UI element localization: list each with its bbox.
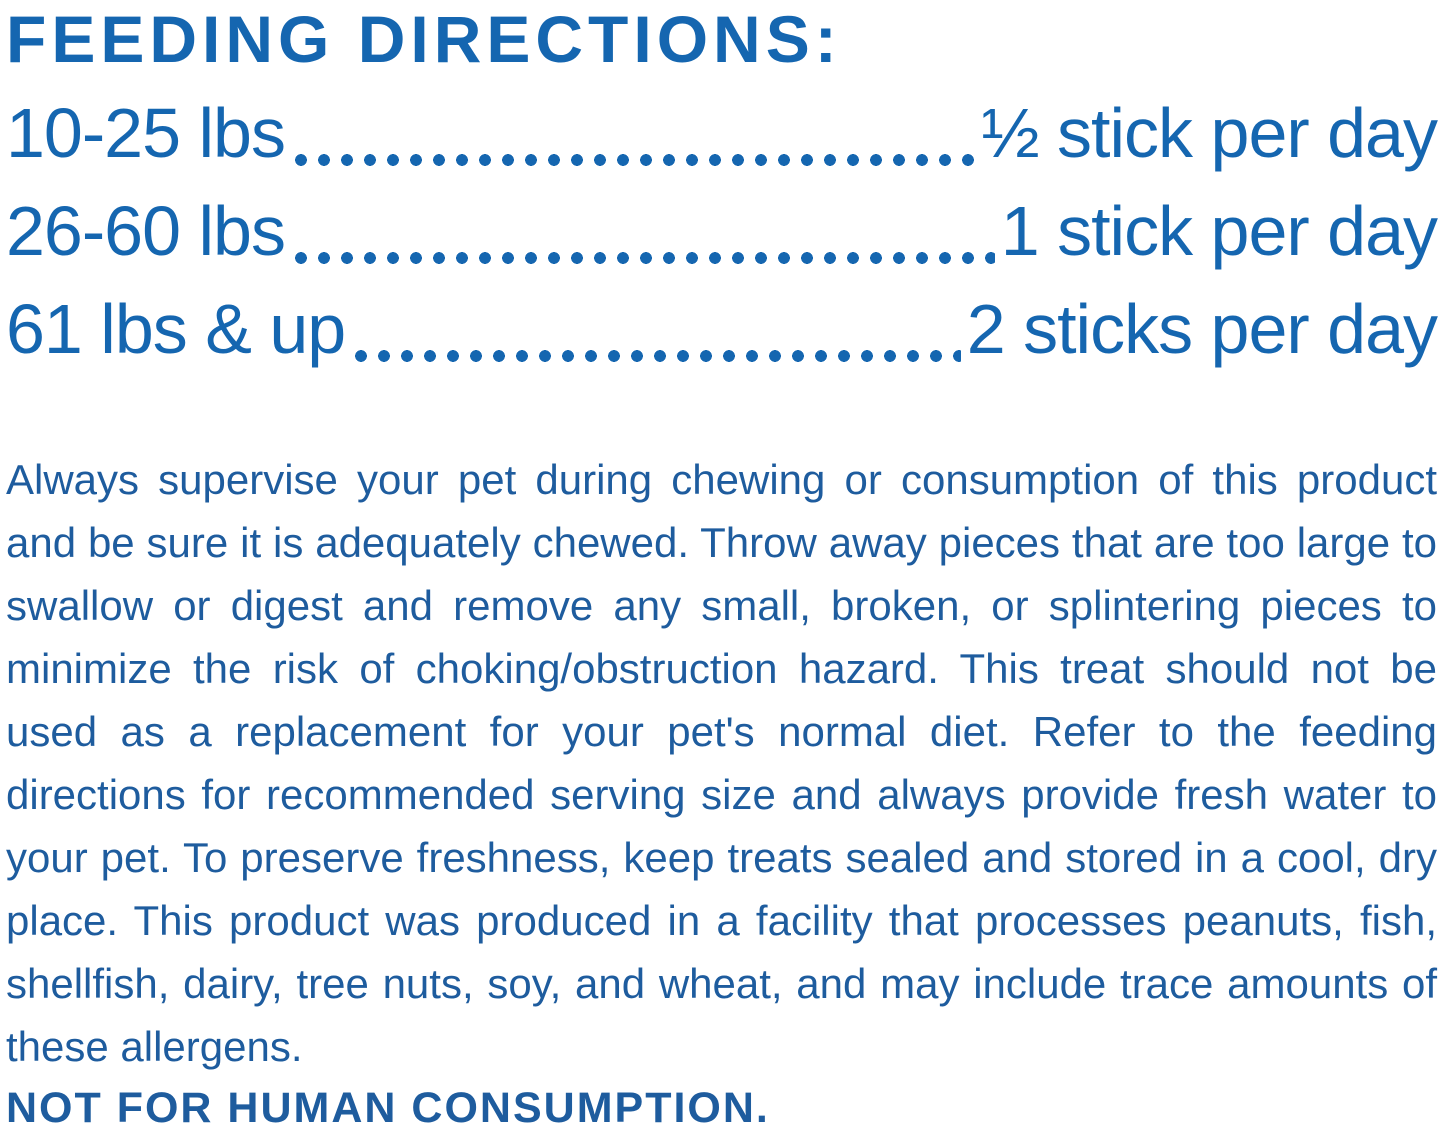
feeding-table <box>6 84 1437 378</box>
page-title: FEEDING DIRECTIONS: <box>6 2 842 76</box>
feeding-row-large-dog <box>6 280 1437 378</box>
weight-range: 10-25 lbs <box>6 94 285 172</box>
serving-amount: 1 stick per day <box>1000 192 1437 270</box>
feeding-row-medium-dog <box>6 182 1437 280</box>
weight-range: 61 lbs & up <box>6 290 346 368</box>
human-consumption-warning: NOT FOR HUMAN CONSUMPTION. <box>6 1084 770 1132</box>
serving-amount: 2 sticks per day <box>966 290 1437 368</box>
advisory-paragraph: Always supervise your pet during chewing or consumption of this product and be sure it is adequately chewed. Throw away pieces that are too large to swallow or digest and remove any small, broken, or splintering pieces to minimize the risk of choking/obstruction hazard. This treat should not be used as a replacement for your pet's normal diet. Refer to the feeding directions for recommended serving size and always provide fresh water to your pet. To preserve freshness, keep treats sealed and stored in a cool, dry place. This product was produced in a facility that processes peanuts, fish, shellfish, dairy, tree nuts, soy, and wheat, and may include trace amounts of these allergens. <box>6 456 1437 1070</box>
serving-amount: ½ stick per day <box>981 94 1437 172</box>
dot-leader <box>351 280 960 378</box>
weight-range: 26-60 lbs <box>6 192 285 270</box>
dot-leader <box>291 182 995 280</box>
feeding-row-small-dog <box>6 84 1437 182</box>
dot-leader <box>291 84 975 182</box>
